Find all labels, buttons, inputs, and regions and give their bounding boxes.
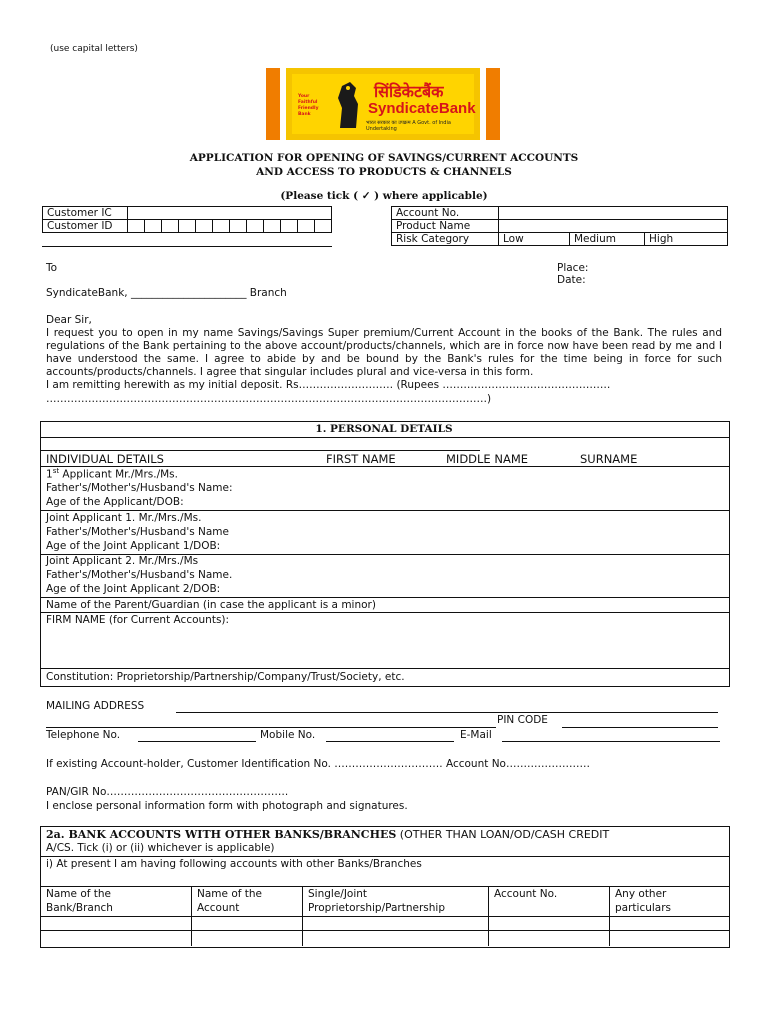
- email-label: E-Mail: [460, 729, 492, 741]
- date-label: Date:: [557, 274, 586, 286]
- customer-id-box[interactable]: [179, 220, 196, 233]
- tick-note: (Please tick ( ✓ ) where applicable): [280, 190, 488, 202]
- col-type-header: Single/Joint: [308, 888, 368, 900]
- email-line[interactable]: [502, 741, 720, 742]
- telephone-label: Telephone No.: [46, 729, 121, 741]
- col-bank-branch-header: Name of the: [46, 888, 112, 900]
- customer-id-box[interactable]: [315, 220, 332, 233]
- col-account-name-header-2: Account: [197, 902, 240, 914]
- mobile-label: Mobile No.: [260, 729, 316, 741]
- customer-id-box[interactable]: [281, 220, 298, 233]
- applicant1-age-label[interactable]: Age of the Applicant/DOB:: [46, 496, 184, 508]
- joint2-label[interactable]: Joint Applicant 2. Mr./Mrs./Ms: [46, 555, 199, 567]
- customer-id-box[interactable]: [196, 220, 213, 233]
- product-name-field[interactable]: [499, 220, 728, 233]
- lion-emblem-icon: [332, 78, 364, 130]
- individual-details-header: INDIVIDUAL DETAILS: [46, 452, 164, 466]
- col-bank-branch-header-2: Bank/Branch: [46, 902, 113, 914]
- surname-header: SURNAME: [580, 452, 638, 466]
- pin-code-label: PIN CODE: [497, 714, 548, 726]
- customer-id-box[interactable]: [213, 220, 230, 233]
- middle-name-header: MIDDLE NAME: [446, 452, 529, 466]
- form-title-line2: AND ACCESS TO PRODUCTS & CHANNELS: [256, 166, 512, 178]
- personal-details-title: 1. PERSONAL DETAILS: [315, 423, 453, 435]
- customer-id-label: Customer ID: [43, 220, 128, 233]
- option-i-line[interactable]: i) At present I am having following accounts with other Banks/Branches: [46, 858, 422, 870]
- risk-high-option[interactable]: High: [645, 233, 728, 246]
- pan-line[interactable]: PAN/GIR No…………………………………………….: [46, 786, 289, 798]
- logo-left-text: Your Faithful Friendly Bank: [298, 94, 319, 117]
- customer-ic-label: Customer IC: [43, 207, 128, 220]
- salutation: Dear Sir,: [46, 314, 92, 326]
- account-no-field[interactable]: [499, 207, 728, 220]
- customer-id-box[interactable]: [128, 220, 145, 233]
- existing-account-line[interactable]: If existing Account-holder, Customer Identification No. …………………………. Account No……………………: [46, 758, 590, 770]
- joint1-age-label[interactable]: Age of the Joint Applicant 1/DOB:: [46, 540, 221, 552]
- logo-hindi-text: सिंडिकेटबैंक: [374, 82, 444, 101]
- customer-id-table: [42, 206, 332, 233]
- pin-code-line[interactable]: [562, 727, 718, 728]
- joint2-age-label[interactable]: Age of the Joint Applicant 2/DOB:: [46, 583, 221, 595]
- constitution-label[interactable]: Constitution: Proprietorship/Partnership/Company/Trust/Society, etc.: [46, 671, 405, 683]
- mobile-line[interactable]: [326, 741, 454, 742]
- firm-name-label[interactable]: FIRM NAME (for Current Accounts):: [46, 614, 230, 626]
- customer-id-box[interactable]: [162, 220, 179, 233]
- bank-accounts-instruction: A/CS. Tick (i) or (ii) whichever is applicable): [46, 842, 275, 854]
- col-type-header-2: Proprietorship/Partnership: [308, 902, 445, 914]
- remit-line-2: ………………………………………………………………………………………………………………): [46, 393, 492, 405]
- applicant1-label[interactable]: 1st Applicant Mr./Mrs./Ms.: [46, 467, 178, 481]
- customer-id-box[interactable]: [230, 220, 247, 233]
- branch-line: SyndicateBank, ______________________ Branch: [46, 287, 287, 299]
- capital-letters-note: (use capital letters): [50, 44, 138, 54]
- col-other-header: Any other: [615, 888, 667, 900]
- enclose-note: I enclose personal information form with photograph and signatures.: [46, 800, 408, 812]
- form-title-line1: APPLICATION FOR OPENING OF SAVINGS/CURRENT ACCOUNTS: [189, 152, 579, 164]
- col-account-name-header: Name of the: [197, 888, 263, 900]
- request-paragraph: I request you to open in my name Savings/Savings Super premium/Current Account in the books of the Bank. The rules and regulations of the Bank pertaining to the above account/products/channels, which are in force now have been read by me and I have understood the same. I agree to abide by and be bound by the Bank's rules for the time being in force for such accounts/products/channels. I agree that singular includes plural and vice-versa in this form.: [46, 327, 722, 378]
- to-label: To: [46, 262, 58, 274]
- risk-medium-option[interactable]: Medium: [570, 233, 645, 246]
- applicant1-parent-label[interactable]: Father's/Mother's/Husband's Name:: [46, 482, 233, 494]
- logo-english-text: SyndicateBank: [368, 100, 476, 117]
- telephone-line[interactable]: [138, 741, 256, 742]
- table-row[interactable]: [40, 930, 730, 931]
- mailing-address-line[interactable]: [176, 712, 718, 713]
- syndicate-bank-logo: [266, 68, 500, 140]
- remit-line-1: I am remitting herewith as my initial deposit. Rs……………………… (Rupees …………………………………………: [46, 379, 611, 391]
- guardian-label[interactable]: Name of the Parent/Guardian (in case the applicant is a minor): [46, 599, 376, 611]
- customer-id-box[interactable]: [298, 220, 315, 233]
- col-account-no-header: Account No.: [494, 888, 558, 900]
- customer-id-box[interactable]: [145, 220, 162, 233]
- first-name-header: FIRST NAME: [326, 452, 396, 466]
- bank-accounts-title: 2a. BANK ACCOUNTS WITH OTHER BANKS/BRANCHES (OTHER THAN LOAN/OD/CASH CREDIT: [46, 828, 610, 841]
- risk-category-label: Risk Category: [392, 233, 499, 246]
- mailing-address-label: MAILING ADDRESS: [46, 700, 145, 712]
- place-label: Place:: [557, 262, 589, 274]
- joint1-parent-label[interactable]: Father's/Mother's/Husband's Name: [46, 526, 229, 538]
- risk-low-option[interactable]: Low: [499, 233, 570, 246]
- address-line-2[interactable]: [46, 727, 496, 728]
- customer-id-box[interactable]: [247, 220, 264, 233]
- col-other-header-2: particulars: [615, 902, 672, 914]
- customer-ic-field[interactable]: [128, 207, 332, 220]
- product-name-label: Product Name: [392, 220, 499, 233]
- account-info-table: [391, 206, 728, 246]
- joint1-label[interactable]: Joint Applicant 1. Mr./Mrs./Ms.: [46, 512, 202, 524]
- account-no-label: Account No.: [392, 207, 499, 220]
- customer-id-box[interactable]: [264, 220, 281, 233]
- logo-tagline: भारत सरकार का उपक्रम A Govt. of India Undertaking: [366, 120, 451, 132]
- joint2-parent-label[interactable]: Father's/Mother's/Husband's Name.: [46, 569, 233, 581]
